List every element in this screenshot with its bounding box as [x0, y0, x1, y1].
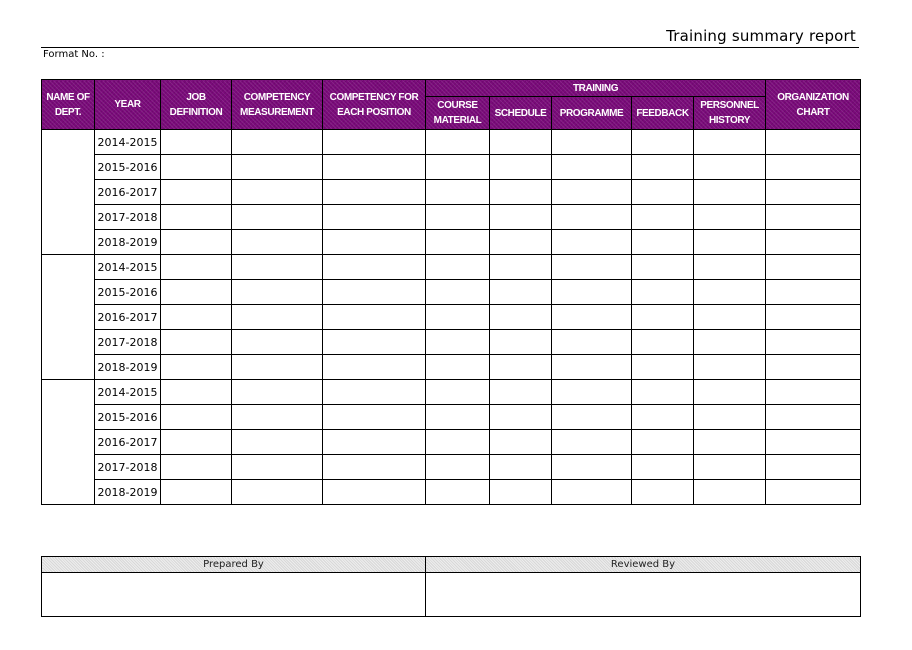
- table-row: [42, 430, 861, 455]
- year-cell: 2015-2016: [95, 405, 161, 430]
- year-cell: 2014-2015: [95, 380, 161, 405]
- entry-cell[interactable]: [632, 155, 694, 180]
- entry-cell[interactable]: [766, 455, 861, 480]
- year-cell: 2014-2015: [95, 130, 161, 155]
- entry-cell[interactable]: [323, 205, 426, 230]
- year-cell: 2016-2017: [95, 430, 161, 455]
- year-cell: 2017-2018: [95, 205, 161, 230]
- entry-cell[interactable]: [766, 155, 861, 180]
- header-organization-chart: ORGANIZATION CHART: [766, 80, 861, 130]
- entry-cell[interactable]: [766, 330, 861, 355]
- entry-cell[interactable]: [490, 130, 552, 155]
- entry-cell[interactable]: [161, 280, 232, 305]
- table-row: [42, 455, 861, 480]
- entry-cell[interactable]: [632, 280, 694, 305]
- entry-cell[interactable]: [490, 255, 552, 280]
- entry-cell[interactable]: [232, 480, 323, 505]
- entry-cell[interactable]: [161, 130, 232, 155]
- year-cell: 2018-2019: [95, 480, 161, 505]
- entry-cell[interactable]: [766, 230, 861, 255]
- entry-cell[interactable]: [766, 480, 861, 505]
- entry-cell[interactable]: [490, 480, 552, 505]
- entry-cell[interactable]: [323, 305, 426, 330]
- format-number-label: Format No. :: [43, 49, 105, 60]
- year-cell: 2018-2019: [95, 230, 161, 255]
- entry-cell[interactable]: [161, 230, 232, 255]
- header-course-material: COURSE MATERIAL: [426, 97, 490, 130]
- entry-cell[interactable]: [426, 430, 490, 455]
- entry-cell[interactable]: [766, 130, 861, 155]
- entry-cell[interactable]: [490, 405, 552, 430]
- entry-cell[interactable]: [766, 430, 861, 455]
- entry-cell[interactable]: [694, 230, 766, 255]
- table-row: [42, 305, 861, 330]
- reviewed-by-label: Reviewed By: [426, 557, 861, 573]
- entry-cell[interactable]: [632, 380, 694, 405]
- entry-cell[interactable]: [426, 155, 490, 180]
- year-cell: 2015-2016: [95, 155, 161, 180]
- dept-name-cell[interactable]: [42, 380, 95, 505]
- entry-cell[interactable]: [766, 280, 861, 305]
- entry-cell[interactable]: [552, 380, 632, 405]
- year-cell: 2016-2017: [95, 180, 161, 205]
- entry-cell[interactable]: [490, 430, 552, 455]
- entry-cell[interactable]: [323, 455, 426, 480]
- entry-cell[interactable]: [694, 280, 766, 305]
- year-cell: 2016-2017: [95, 305, 161, 330]
- entry-cell[interactable]: [632, 355, 694, 380]
- table-row: [42, 155, 861, 180]
- entry-cell[interactable]: [490, 205, 552, 230]
- entry-cell[interactable]: [552, 205, 632, 230]
- entry-cell[interactable]: [694, 380, 766, 405]
- table-row: [42, 480, 861, 505]
- entry-cell[interactable]: [632, 205, 694, 230]
- entry-cell[interactable]: [232, 355, 323, 380]
- training-summary-table: [41, 79, 861, 505]
- entry-cell[interactable]: [694, 455, 766, 480]
- prepared-by-label: Prepared By: [42, 557, 426, 573]
- table-row: [42, 230, 861, 255]
- entry-cell[interactable]: [161, 430, 232, 455]
- entry-cell[interactable]: [232, 130, 323, 155]
- entry-cell[interactable]: [426, 305, 490, 330]
- entry-cell[interactable]: [426, 205, 490, 230]
- entry-cell[interactable]: [161, 330, 232, 355]
- entry-cell[interactable]: [694, 480, 766, 505]
- entry-cell[interactable]: [632, 480, 694, 505]
- entry-cell[interactable]: [552, 330, 632, 355]
- entry-cell[interactable]: [552, 280, 632, 305]
- entry-cell[interactable]: [632, 430, 694, 455]
- entry-cell[interactable]: [161, 180, 232, 205]
- entry-cell[interactable]: [766, 205, 861, 230]
- year-cell: 2017-2018: [95, 455, 161, 480]
- entry-cell[interactable]: [426, 230, 490, 255]
- header-schedule: SCHEDULE: [490, 97, 552, 130]
- entry-cell[interactable]: [552, 130, 632, 155]
- entry-cell[interactable]: [490, 305, 552, 330]
- title-divider: [41, 47, 859, 48]
- report-title: Training summary report: [666, 27, 856, 45]
- entry-cell[interactable]: [766, 355, 861, 380]
- entry-cell[interactable]: [232, 205, 323, 230]
- entry-cell[interactable]: [426, 455, 490, 480]
- entry-cell[interactable]: [766, 380, 861, 405]
- prepared-by-field[interactable]: [42, 573, 426, 617]
- header-competency-for-position: COMPETENCY FOR EACH POSITION: [323, 80, 426, 130]
- header-programme: PROGRAMME: [552, 97, 632, 130]
- entry-cell[interactable]: [232, 430, 323, 455]
- entry-cell[interactable]: [632, 305, 694, 330]
- table-body: [42, 130, 861, 505]
- entry-cell[interactable]: [161, 405, 232, 430]
- entry-cell[interactable]: [490, 180, 552, 205]
- entry-cell[interactable]: [552, 180, 632, 205]
- header-personnel-history: PERSONNEL HISTORY: [694, 97, 766, 130]
- entry-cell[interactable]: [766, 405, 861, 430]
- entry-cell[interactable]: [232, 230, 323, 255]
- reviewed-by-field[interactable]: [426, 573, 861, 617]
- entry-cell[interactable]: [323, 480, 426, 505]
- year-cell: 2018-2019: [95, 355, 161, 380]
- entry-cell[interactable]: [323, 255, 426, 280]
- entry-cell[interactable]: [323, 355, 426, 380]
- entry-cell[interactable]: [161, 255, 232, 280]
- entry-cell[interactable]: [632, 405, 694, 430]
- entry-cell[interactable]: [552, 455, 632, 480]
- entry-cell[interactable]: [232, 330, 323, 355]
- signature-table: [41, 556, 861, 617]
- entry-cell[interactable]: [161, 355, 232, 380]
- entry-cell[interactable]: [552, 155, 632, 180]
- year-cell: 2015-2016: [95, 280, 161, 305]
- entry-cell[interactable]: [323, 230, 426, 255]
- entry-cell[interactable]: [232, 180, 323, 205]
- header-competency-measurement: COMPETENCY MEASUREMENT: [232, 80, 323, 130]
- entry-cell[interactable]: [766, 305, 861, 330]
- entry-cell[interactable]: [323, 405, 426, 430]
- entry-cell[interactable]: [161, 480, 232, 505]
- entry-cell[interactable]: [694, 430, 766, 455]
- entry-cell[interactable]: [552, 430, 632, 455]
- entry-cell[interactable]: [766, 180, 861, 205]
- table-row: [42, 280, 861, 305]
- entry-cell[interactable]: [323, 180, 426, 205]
- entry-cell[interactable]: [426, 405, 490, 430]
- entry-cell[interactable]: [232, 305, 323, 330]
- entry-cell[interactable]: [232, 380, 323, 405]
- entry-cell[interactable]: [552, 405, 632, 430]
- table-row: [42, 255, 861, 280]
- entry-cell[interactable]: [694, 205, 766, 230]
- entry-cell[interactable]: [232, 405, 323, 430]
- entry-cell[interactable]: [552, 230, 632, 255]
- header-job-definition: JOB DEFINITION: [161, 80, 232, 130]
- entry-cell[interactable]: [490, 330, 552, 355]
- entry-cell[interactable]: [232, 455, 323, 480]
- entry-cell[interactable]: [694, 180, 766, 205]
- entry-cell[interactable]: [490, 380, 552, 405]
- entry-cell[interactable]: [552, 305, 632, 330]
- entry-cell[interactable]: [490, 155, 552, 180]
- entry-cell[interactable]: [694, 355, 766, 380]
- entry-cell[interactable]: [632, 230, 694, 255]
- entry-cell[interactable]: [552, 480, 632, 505]
- entry-cell[interactable]: [161, 155, 232, 180]
- header-year: YEAR: [95, 80, 161, 130]
- entry-cell[interactable]: [323, 430, 426, 455]
- header-training: TRAINING: [426, 80, 766, 97]
- table-row: [42, 205, 861, 230]
- table-row: [42, 330, 861, 355]
- header-dept: NAME OF DEPT.: [42, 80, 95, 130]
- entry-cell[interactable]: [232, 255, 323, 280]
- entry-cell[interactable]: [323, 130, 426, 155]
- entry-cell[interactable]: [323, 380, 426, 405]
- entry-cell[interactable]: [232, 280, 323, 305]
- table-row: [42, 380, 861, 405]
- entry-cell[interactable]: [632, 330, 694, 355]
- entry-cell[interactable]: [232, 155, 323, 180]
- entry-cell[interactable]: [694, 305, 766, 330]
- dept-name-cell[interactable]: [42, 130, 95, 255]
- table-row: [42, 405, 861, 430]
- entry-cell[interactable]: [694, 255, 766, 280]
- table-row: [42, 130, 861, 155]
- entry-cell[interactable]: [490, 230, 552, 255]
- entry-cell[interactable]: [426, 355, 490, 380]
- header-feedback: FEEDBACK: [632, 97, 694, 130]
- entry-cell[interactable]: [426, 255, 490, 280]
- dept-name-cell[interactable]: [42, 255, 95, 380]
- entry-cell[interactable]: [694, 330, 766, 355]
- entry-cell[interactable]: [323, 280, 426, 305]
- entry-cell[interactable]: [426, 480, 490, 505]
- entry-cell[interactable]: [490, 455, 552, 480]
- table-row: [42, 355, 861, 380]
- entry-cell[interactable]: [632, 180, 694, 205]
- entry-cell[interactable]: [161, 380, 232, 405]
- entry-cell[interactable]: [632, 130, 694, 155]
- entry-cell[interactable]: [632, 255, 694, 280]
- entry-cell[interactable]: [552, 355, 632, 380]
- entry-cell[interactable]: [323, 155, 426, 180]
- entry-cell[interactable]: [694, 405, 766, 430]
- entry-cell[interactable]: [426, 180, 490, 205]
- entry-cell[interactable]: [161, 305, 232, 330]
- entry-cell[interactable]: [490, 280, 552, 305]
- entry-cell[interactable]: [766, 255, 861, 280]
- table-row: [42, 180, 861, 205]
- entry-cell[interactable]: [161, 205, 232, 230]
- entry-cell[interactable]: [694, 155, 766, 180]
- entry-cell[interactable]: [426, 330, 490, 355]
- entry-cell[interactable]: [632, 455, 694, 480]
- entry-cell[interactable]: [323, 330, 426, 355]
- entry-cell[interactable]: [426, 130, 490, 155]
- entry-cell[interactable]: [694, 130, 766, 155]
- entry-cell[interactable]: [426, 380, 490, 405]
- entry-cell[interactable]: [490, 355, 552, 380]
- entry-cell[interactable]: [426, 280, 490, 305]
- year-cell: 2017-2018: [95, 330, 161, 355]
- year-cell: 2014-2015: [95, 255, 161, 280]
- entry-cell[interactable]: [552, 255, 632, 280]
- entry-cell[interactable]: [161, 455, 232, 480]
